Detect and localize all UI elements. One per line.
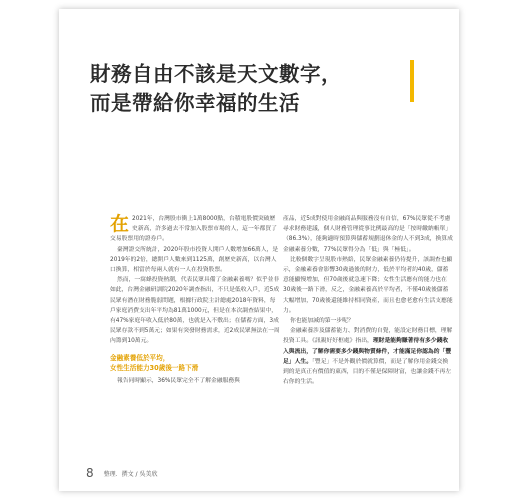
page-number: 8 [86, 466, 94, 480]
paragraph: 然而，一窩蜂投資熱潮，代表民眾具備了金融素養嗎？似乎並非如此，台灣金融研訓院2020年調查指出，不只是低收入戶，近5成民眾有潛在財務脆弱問題，根據行政院主計總處2018年資料，每戶家庭消費支出年平均為81萬1000元，但是在本次調查結果中，有47%家庭年收入低於80萬，也就是入不敷出；在儲蓄方面，3成民眾存款不到5萬元；如果有突發財務需求，近2成民眾無法在一周內籌到10萬元。 [110, 277, 280, 345]
paragraph [283, 326, 453, 387]
headline-line-2: 而是帶給你幸福的生活 [90, 91, 300, 115]
section-heading [110, 353, 280, 373]
article-headline [90, 60, 410, 118]
dropcap: 在 [110, 213, 130, 235]
paragraph: 產品，近5成對使用金融商品與服務沒有自信，67%民眾從不考慮尋求財務建議，個人財務管理從事比例最高的是「按時繳納帳單」（86.3%），能夠適時預算與儲蓄規劃退休金的人不到3成，換算成金融素養分數，77%民眾得分為「低」與「極低」。 [283, 216, 453, 253]
section-heading-line-1: 金融素養低於平均， [110, 353, 170, 362]
right-column [283, 214, 453, 387]
accent-tab [410, 60, 414, 102]
headline-line-1: 財務自由不該是天文數字， [90, 62, 342, 86]
section-heading-line-2: 女性生活能力30歲後一路下滑 [110, 363, 199, 372]
paragraph: 報告同時顯示，36%民眾完全不了解金融服務與 [116, 377, 240, 384]
paragraph: 臺灣證交所統計，2020年股市投資人開戶人數增加66萬人，是2019年的2倍，總開戶人數來到1125萬，創歷史新高，以台灣人口換算，相當於每兩人就有一人在投資股票。 [110, 246, 279, 274]
left-column [110, 214, 280, 386]
paragraph: 比較個數字呈現股市熱絡，民眾金融素養仍待提升，該調查也顯示，金融素養會影響30歲過後的財力，低於平均者約40歲，儲蓄意能顯慢增加，但70歲後就急速下降；女性生活應有的能力也在30歲後一路下滑，反之，金融素養高於平均者，不僅40歲後儲蓄大幅增加，70歲後還能維持相同資產，而且也愈老愈有生活支應能力。 [283, 256, 453, 314]
page-footer [86, 466, 157, 480]
bold-emphasis: 理財是能夠賺著待有多少錢收入與流出，了解你需要多少錢與物質條件，才能滿足你認為的「豐足」人生。 [283, 338, 452, 365]
paragraph-text: 金融素養涉及儲蓄能力、對消費的自覺，能設定財務目標，理解投資工具。《訊親好好框處》指出， [283, 328, 453, 345]
paragraph-text: 2021年，台灣股市衝上1萬8000點，台積電股價突破歷史新高，許多過去不常加入股票市場的人，這一年都買了交易股票用的證券戶。 [110, 216, 277, 243]
paragraph [110, 214, 280, 245]
author-credit: 整理．撰文 / 吳美欣 [103, 470, 158, 478]
paragraph-text: 「豐足」不是外觀於價就算價，而是了解你用金錢交換到的是真正有價值的東西，目的不僅是保障財富，也讓金錢不再左右你的生活。 [283, 358, 452, 386]
paragraph: 你也能加減的第一步呢？ [289, 318, 354, 325]
